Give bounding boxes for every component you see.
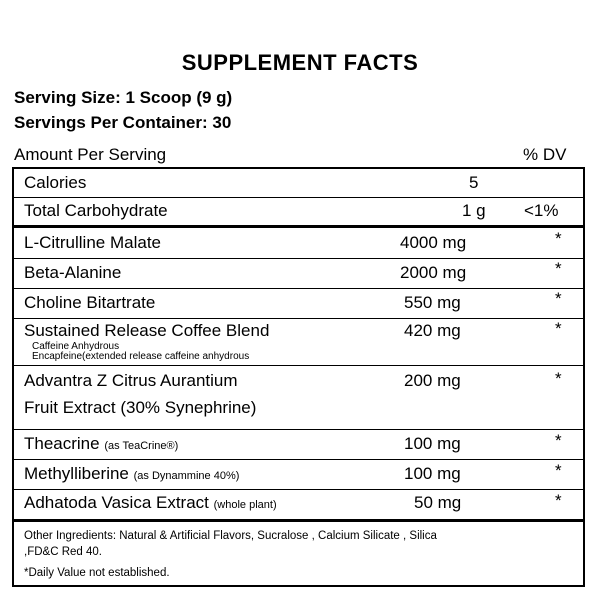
row-divider <box>14 197 583 198</box>
serving-size: Serving Size: 1 Scoop (9 g) <box>14 88 233 107</box>
row-amount: 100 mg <box>404 434 461 453</box>
row-name-note: (whole plant) <box>213 499 277 511</box>
row-dv: <1% <box>524 201 559 220</box>
row-dv: * <box>555 461 562 480</box>
supplement-facts-table <box>12 167 585 587</box>
row-dv: * <box>555 259 562 278</box>
row-amount: 200 mg <box>404 371 461 390</box>
row-divider <box>14 258 583 259</box>
row-divider <box>14 288 583 289</box>
row-amount: 2000 mg <box>400 263 467 282</box>
row-name: Advantra Z Citrus Aurantium <box>24 371 238 390</box>
row-divider <box>14 318 583 319</box>
row-name <box>24 493 277 513</box>
row-divider <box>14 429 583 430</box>
row-name: Choline Bitartrate <box>24 293 156 312</box>
row-name <box>24 434 178 454</box>
row-divider <box>14 459 583 460</box>
row-dv: * <box>555 431 562 450</box>
row-amount: 1 g <box>462 201 486 220</box>
row-dv: * <box>555 319 562 338</box>
row-name: L-Citrulline Malate <box>24 233 161 252</box>
row-name: Beta-Alanine <box>24 263 122 282</box>
other-ingredients-continued: ,FD&C Red 40. <box>24 546 102 558</box>
row-divider <box>14 225 583 228</box>
other-ingredients: Other Ingredients: Natural & Artificial Flavors, Sucralose , Calcium Silicate , Silica <box>24 530 437 542</box>
row-divider <box>14 365 583 366</box>
row-name-note: (as TeaCrine®) <box>104 440 179 452</box>
panel-title: SUPPLEMENT FACTS <box>181 50 419 75</box>
row-name-note: (as Dynammine 40%) <box>133 470 240 482</box>
row-name-text: Theacrine <box>24 434 100 453</box>
row-subingredient: Caffeine Anhydrous <box>32 341 120 352</box>
row-amount: 50 mg <box>414 493 462 512</box>
row-divider <box>14 519 583 522</box>
dv-header: % DV <box>523 145 567 164</box>
row-divider <box>14 489 583 490</box>
daily-value-note: *Daily Value not established. <box>24 567 170 579</box>
row-name-continued: Fruit Extract (30% Synephrine) <box>24 398 257 417</box>
row-name: Total Carbohydrate <box>24 201 168 220</box>
row-amount: 100 mg <box>404 464 461 483</box>
row-amount: 4000 mg <box>400 233 467 252</box>
row-amount: 550 mg <box>404 293 461 312</box>
row-dv: * <box>555 229 562 248</box>
row-amount: 420 mg <box>404 321 461 340</box>
row-amount: 5 <box>469 173 479 192</box>
amount-per-serving-header: Amount Per Serving <box>14 145 167 164</box>
row-name-text: Adhatoda Vasica Extract <box>24 493 209 512</box>
row-dv: * <box>555 491 562 510</box>
row-dv: * <box>555 289 562 308</box>
row-dv: * <box>555 369 562 388</box>
row-name-text: Methylliberine <box>24 464 129 483</box>
servings-per-container: Servings Per Container: 30 <box>14 113 232 132</box>
row-name <box>24 464 239 484</box>
row-subingredient: Encapfeine(extended release caffeine anhydrous <box>32 351 250 362</box>
row-name: Calories <box>24 173 87 192</box>
row-name: Sustained Release Coffee Blend <box>24 321 270 340</box>
